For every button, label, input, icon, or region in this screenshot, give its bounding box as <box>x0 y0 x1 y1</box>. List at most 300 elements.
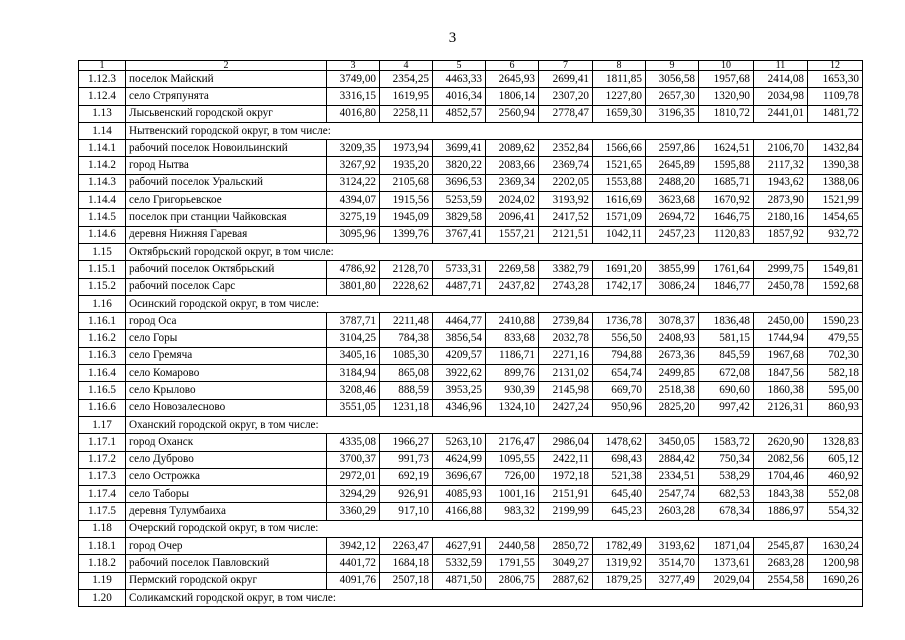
row-value: 3749,00 <box>327 71 380 88</box>
row-value: 4166,88 <box>433 503 486 520</box>
row-value: 3208,46 <box>327 382 380 399</box>
row-value: 2999,75 <box>754 261 808 278</box>
row-value: 726,00 <box>486 468 539 485</box>
column-header: 10 <box>699 61 754 71</box>
table-row <box>79 88 863 105</box>
column-header: 3 <box>327 61 380 71</box>
row-value: 1001,16 <box>486 486 539 503</box>
row-value: 2121,51 <box>539 226 593 243</box>
row-value: 2354,25 <box>380 71 433 88</box>
row-name: деревня Нижняя Гаревая <box>126 226 327 243</box>
row-value: 932,72 <box>808 226 863 243</box>
row-name: Октябрьский городской округ, в том числе: <box>126 243 863 260</box>
row-name: село Григорьевское <box>126 192 327 209</box>
table-row <box>79 174 863 191</box>
row-value: 692,19 <box>380 468 433 485</box>
row-value: 1860,38 <box>754 382 808 399</box>
row-code: 1.20 <box>79 589 126 606</box>
row-value: 1583,72 <box>699 434 754 451</box>
row-name: рабочий поселок Новоильинский <box>126 140 327 157</box>
row-value: 4624,99 <box>433 451 486 468</box>
row-value: 2972,01 <box>327 468 380 485</box>
row-value: 2554,58 <box>754 572 808 589</box>
table-row <box>79 434 863 451</box>
column-header: 7 <box>539 61 593 71</box>
row-value: 1691,20 <box>593 261 646 278</box>
row-name: Пермский городской округ <box>126 572 327 589</box>
row-value: 698,43 <box>593 451 646 468</box>
row-value: 595,00 <box>808 382 863 399</box>
row-value: 1592,68 <box>808 278 863 295</box>
row-value: 926,91 <box>380 486 433 503</box>
row-value: 2884,42 <box>646 451 699 468</box>
row-code: 1.16.4 <box>79 365 126 382</box>
row-value: 1616,69 <box>593 192 646 209</box>
row-value: 2694,72 <box>646 209 699 226</box>
row-value: 2450,00 <box>754 313 808 330</box>
row-value: 1744,94 <box>754 330 808 347</box>
row-value: 2778,47 <box>539 105 593 122</box>
row-value: 794,88 <box>593 347 646 364</box>
row-value: 2408,93 <box>646 330 699 347</box>
table-row <box>79 226 863 243</box>
row-value: 3855,99 <box>646 261 699 278</box>
row-value: 2151,91 <box>539 486 593 503</box>
row-name: Оханский городской округ, в том числе: <box>126 416 863 433</box>
row-value: 4401,72 <box>327 555 380 572</box>
row-code: 1.16.5 <box>79 382 126 399</box>
section-row <box>79 589 863 606</box>
row-value: 2083,66 <box>486 157 539 174</box>
row-value: 2986,04 <box>539 434 593 451</box>
row-value: 2089,62 <box>486 140 539 157</box>
row-value: 2422,11 <box>539 451 593 468</box>
row-value: 2427,24 <box>539 399 593 416</box>
row-value: 2441,01 <box>754 105 808 122</box>
row-name: село Таборы <box>126 486 327 503</box>
row-value: 1595,88 <box>699 157 754 174</box>
table-row <box>79 468 863 485</box>
row-code: 1.18.2 <box>79 555 126 572</box>
row-name: рабочий поселок Октябрьский <box>126 261 327 278</box>
row-value: 1120,83 <box>699 226 754 243</box>
row-code: 1.15 <box>79 243 126 260</box>
row-value: 3551,05 <box>327 399 380 416</box>
row-value: 554,32 <box>808 503 863 520</box>
row-value: 1571,09 <box>593 209 646 226</box>
row-value: 845,59 <box>699 347 754 364</box>
row-value: 2176,47 <box>486 434 539 451</box>
row-name: рабочий поселок Уральский <box>126 174 327 191</box>
row-value: 3360,29 <box>327 503 380 520</box>
row-value: 1957,68 <box>699 71 754 88</box>
row-value: 1390,38 <box>808 157 863 174</box>
row-value: 1943,62 <box>754 174 808 191</box>
row-code: 1.17.5 <box>79 503 126 520</box>
row-value: 702,30 <box>808 347 863 364</box>
row-value: 1935,20 <box>380 157 433 174</box>
row-code: 1.16.6 <box>79 399 126 416</box>
row-name: рабочий поселок Павловский <box>126 555 327 572</box>
row-value: 899,76 <box>486 365 539 382</box>
table-row <box>79 313 863 330</box>
row-value: 1659,30 <box>593 105 646 122</box>
table-row <box>79 105 863 122</box>
table-row <box>79 330 863 347</box>
row-value: 1186,71 <box>486 347 539 364</box>
row-value: 1967,68 <box>754 347 808 364</box>
column-header: 2 <box>126 61 327 71</box>
row-code: 1.14 <box>79 122 126 139</box>
row-value: 3124,22 <box>327 174 380 191</box>
row-value: 3049,27 <box>539 555 593 572</box>
row-value: 983,32 <box>486 503 539 520</box>
row-value: 2806,75 <box>486 572 539 589</box>
row-value: 4346,96 <box>433 399 486 416</box>
row-value: 917,10 <box>380 503 433 520</box>
row-value: 950,96 <box>593 399 646 416</box>
row-value: 930,39 <box>486 382 539 399</box>
row-value: 3696,53 <box>433 174 486 191</box>
row-name: Лысьвенский городской округ <box>126 105 327 122</box>
table-row <box>79 71 863 88</box>
row-value: 4871,50 <box>433 572 486 589</box>
row-value: 3382,79 <box>539 261 593 278</box>
section-row <box>79 416 863 433</box>
row-name: село Крылово <box>126 382 327 399</box>
row-name: Очерский городской округ, в том числе: <box>126 520 863 537</box>
row-code: 1.16.2 <box>79 330 126 347</box>
row-code: 1.17.4 <box>79 486 126 503</box>
row-value: 1320,90 <box>699 88 754 105</box>
column-header: 1 <box>79 61 126 71</box>
table-row <box>79 382 863 399</box>
table-row <box>79 399 863 416</box>
row-value: 1879,25 <box>593 572 646 589</box>
row-value: 5733,31 <box>433 261 486 278</box>
row-value: 1324,10 <box>486 399 539 416</box>
row-value: 2873,90 <box>754 192 808 209</box>
row-value: 4085,93 <box>433 486 486 503</box>
section-row <box>79 122 863 139</box>
row-value: 1646,75 <box>699 209 754 226</box>
row-value: 2743,28 <box>539 278 593 295</box>
table-row <box>79 486 863 503</box>
row-value: 2029,04 <box>699 572 754 589</box>
row-value: 1857,92 <box>754 226 808 243</box>
row-value: 3294,29 <box>327 486 380 503</box>
row-value: 2450,78 <box>754 278 808 295</box>
row-value: 3267,92 <box>327 157 380 174</box>
row-value: 3953,25 <box>433 382 486 399</box>
row-value: 4209,57 <box>433 347 486 364</box>
column-header: 4 <box>380 61 433 71</box>
row-value: 2414,08 <box>754 71 808 88</box>
table-row <box>79 538 863 555</box>
row-value: 2488,20 <box>646 174 699 191</box>
row-value: 1871,04 <box>699 538 754 555</box>
row-value: 4464,77 <box>433 313 486 330</box>
row-value: 2683,28 <box>754 555 808 572</box>
row-name: деревня Тулумбаиха <box>126 503 327 520</box>
row-name: село Стряпунята <box>126 88 327 105</box>
row-value: 4016,34 <box>433 88 486 105</box>
row-name: поселок при станции Чайковская <box>126 209 327 226</box>
row-value: 3787,71 <box>327 313 380 330</box>
row-value: 1945,09 <box>380 209 433 226</box>
row-value: 678,34 <box>699 503 754 520</box>
row-value: 2545,87 <box>754 538 808 555</box>
row-value: 3820,22 <box>433 157 486 174</box>
table-row <box>79 209 863 226</box>
row-value: 1328,83 <box>808 434 863 451</box>
row-value: 5263,10 <box>433 434 486 451</box>
row-value: 3801,80 <box>327 278 380 295</box>
row-value: 2096,41 <box>486 209 539 226</box>
row-value: 669,70 <box>593 382 646 399</box>
row-value: 1886,97 <box>754 503 808 520</box>
row-name: село Острожка <box>126 468 327 485</box>
row-value: 581,15 <box>699 330 754 347</box>
row-value: 1481,72 <box>808 105 863 122</box>
column-header: 5 <box>433 61 486 71</box>
row-value: 2603,28 <box>646 503 699 520</box>
row-value: 1553,88 <box>593 174 646 191</box>
row-value: 3405,16 <box>327 347 380 364</box>
row-code: 1.12.3 <box>79 71 126 88</box>
table-row <box>79 347 863 364</box>
row-value: 2825,20 <box>646 399 699 416</box>
row-value: 1915,56 <box>380 192 433 209</box>
row-value: 1042,11 <box>593 226 646 243</box>
row-value: 1521,65 <box>593 157 646 174</box>
row-code: 1.14.2 <box>79 157 126 174</box>
row-value: 479,55 <box>808 330 863 347</box>
table-row <box>79 192 863 209</box>
row-value: 1653,30 <box>808 71 863 88</box>
row-name: город Нытва <box>126 157 327 174</box>
row-value: 3277,49 <box>646 572 699 589</box>
row-code: 1.16.3 <box>79 347 126 364</box>
row-value: 1806,14 <box>486 88 539 105</box>
row-value: 750,34 <box>699 451 754 468</box>
row-value: 1670,92 <box>699 192 754 209</box>
row-code: 1.17 <box>79 416 126 433</box>
row-value: 3767,41 <box>433 226 486 243</box>
row-name: село Гремяча <box>126 347 327 364</box>
row-value: 3056,58 <box>646 71 699 88</box>
table-row <box>79 157 863 174</box>
row-value: 3193,92 <box>539 192 593 209</box>
row-value: 1095,55 <box>486 451 539 468</box>
page-number: 3 <box>448 30 457 46</box>
row-value: 2518,38 <box>646 382 699 399</box>
row-value: 1478,62 <box>593 434 646 451</box>
row-value: 4335,08 <box>327 434 380 451</box>
row-value: 1811,85 <box>593 71 646 88</box>
row-value: 2105,68 <box>380 174 433 191</box>
row-value: 3856,54 <box>433 330 486 347</box>
row-code: 1.14.3 <box>79 174 126 191</box>
row-value: 1399,76 <box>380 226 433 243</box>
row-value: 645,40 <box>593 486 646 503</box>
row-value: 2106,70 <box>754 140 808 157</box>
row-value: 1454,65 <box>808 209 863 226</box>
row-value: 784,38 <box>380 330 433 347</box>
row-value: 1966,27 <box>380 434 433 451</box>
row-value: 2117,32 <box>754 157 808 174</box>
row-value: 2560,94 <box>486 105 539 122</box>
table-row <box>79 261 863 278</box>
row-value: 2645,93 <box>486 71 539 88</box>
row-value: 552,08 <box>808 486 863 503</box>
row-value: 2258,11 <box>380 105 433 122</box>
row-value: 2199,99 <box>539 503 593 520</box>
row-value: 1557,21 <box>486 226 539 243</box>
table-row <box>79 365 863 382</box>
row-value: 3514,70 <box>646 555 699 572</box>
row-code: 1.16.1 <box>79 313 126 330</box>
row-value: 1521,99 <box>808 192 863 209</box>
row-name: село Дуброво <box>126 451 327 468</box>
row-value: 3184,94 <box>327 365 380 382</box>
row-value: 654,74 <box>593 365 646 382</box>
row-value: 833,68 <box>486 330 539 347</box>
row-value: 1843,38 <box>754 486 808 503</box>
row-value: 3700,37 <box>327 451 380 468</box>
row-name: Нытвенский городской округ, в том числе: <box>126 122 863 139</box>
row-name: город Оханск <box>126 434 327 451</box>
row-value: 5332,59 <box>433 555 486 572</box>
row-name: рабочий поселок Сарс <box>126 278 327 295</box>
row-value: 3942,12 <box>327 538 380 555</box>
row-value: 2352,84 <box>539 140 593 157</box>
table-row <box>79 572 863 589</box>
row-code: 1.19 <box>79 572 126 589</box>
row-value: 2699,41 <box>539 71 593 88</box>
row-value: 2263,47 <box>380 538 433 555</box>
row-value: 538,29 <box>699 468 754 485</box>
row-value: 3696,67 <box>433 468 486 485</box>
row-value: 1684,18 <box>380 555 433 572</box>
row-value: 682,53 <box>699 486 754 503</box>
row-value: 1590,23 <box>808 313 863 330</box>
row-value: 2657,30 <box>646 88 699 105</box>
row-name: Соликамский городской округ, в том числе: <box>126 589 863 606</box>
row-value: 2202,05 <box>539 174 593 191</box>
column-header: 6 <box>486 61 539 71</box>
row-code: 1.15.2 <box>79 278 126 295</box>
row-value: 1566,66 <box>593 140 646 157</box>
row-value: 2547,74 <box>646 486 699 503</box>
row-value: 2507,18 <box>380 572 433 589</box>
row-value: 2211,48 <box>380 313 433 330</box>
row-value: 2887,62 <box>539 572 593 589</box>
row-name: село Горы <box>126 330 327 347</box>
row-value: 2440,58 <box>486 538 539 555</box>
row-value: 2334,51 <box>646 468 699 485</box>
row-value: 4627,91 <box>433 538 486 555</box>
row-value: 5253,59 <box>433 192 486 209</box>
row-value: 1200,98 <box>808 555 863 572</box>
row-code: 1.17.3 <box>79 468 126 485</box>
row-value: 4394,07 <box>327 192 380 209</box>
row-value: 1085,30 <box>380 347 433 364</box>
row-value: 2228,62 <box>380 278 433 295</box>
row-value: 1782,49 <box>593 538 646 555</box>
row-value: 1231,18 <box>380 399 433 416</box>
row-code: 1.18 <box>79 520 126 537</box>
table-row <box>79 503 863 520</box>
row-value: 1791,55 <box>486 555 539 572</box>
row-value: 3104,25 <box>327 330 380 347</box>
row-value: 3922,62 <box>433 365 486 382</box>
row-value: 1388,06 <box>808 174 863 191</box>
row-value: 3095,96 <box>327 226 380 243</box>
row-value: 4786,92 <box>327 261 380 278</box>
row-value: 2457,23 <box>646 226 699 243</box>
row-value: 1736,78 <box>593 313 646 330</box>
row-value: 3623,68 <box>646 192 699 209</box>
row-value: 2369,34 <box>486 174 539 191</box>
row-value: 3078,37 <box>646 313 699 330</box>
row-value: 2645,89 <box>646 157 699 174</box>
row-code: 1.14.4 <box>79 192 126 209</box>
row-name: город Оса <box>126 313 327 330</box>
row-value: 4016,80 <box>327 105 380 122</box>
row-code: 1.12.4 <box>79 88 126 105</box>
row-value: 1432,84 <box>808 140 863 157</box>
row-value: 582,18 <box>808 365 863 382</box>
row-value: 1810,72 <box>699 105 754 122</box>
row-value: 1619,95 <box>380 88 433 105</box>
row-value: 2437,82 <box>486 278 539 295</box>
row-value: 1972,18 <box>539 468 593 485</box>
row-value: 1685,71 <box>699 174 754 191</box>
row-value: 2145,98 <box>539 382 593 399</box>
row-value: 1109,78 <box>808 88 863 105</box>
table-row <box>79 451 863 468</box>
row-value: 997,42 <box>699 399 754 416</box>
row-value: 460,92 <box>808 468 863 485</box>
row-value: 3450,05 <box>646 434 699 451</box>
row-code: 1.16 <box>79 295 126 312</box>
row-value: 1549,81 <box>808 261 863 278</box>
row-name: Осинский городской округ, в том числе: <box>126 295 863 312</box>
row-value: 4091,76 <box>327 572 380 589</box>
row-value: 2034,98 <box>754 88 808 105</box>
row-value: 2850,72 <box>539 538 593 555</box>
row-code: 1.15.1 <box>79 261 126 278</box>
row-value: 2739,84 <box>539 313 593 330</box>
column-header: 9 <box>646 61 699 71</box>
table-row <box>79 278 863 295</box>
row-value: 2128,70 <box>380 261 433 278</box>
table-row <box>79 140 863 157</box>
row-value: 2032,78 <box>539 330 593 347</box>
row-value: 3275,19 <box>327 209 380 226</box>
row-value: 2024,02 <box>486 192 539 209</box>
section-row <box>79 520 863 537</box>
row-value: 2307,20 <box>539 88 593 105</box>
row-value: 2410,88 <box>486 313 539 330</box>
row-value: 1227,80 <box>593 88 646 105</box>
row-value: 2369,74 <box>539 157 593 174</box>
row-name: поселок Майский <box>126 71 327 88</box>
row-value: 3086,24 <box>646 278 699 295</box>
row-value: 2673,36 <box>646 347 699 364</box>
column-header: 12 <box>808 61 863 71</box>
